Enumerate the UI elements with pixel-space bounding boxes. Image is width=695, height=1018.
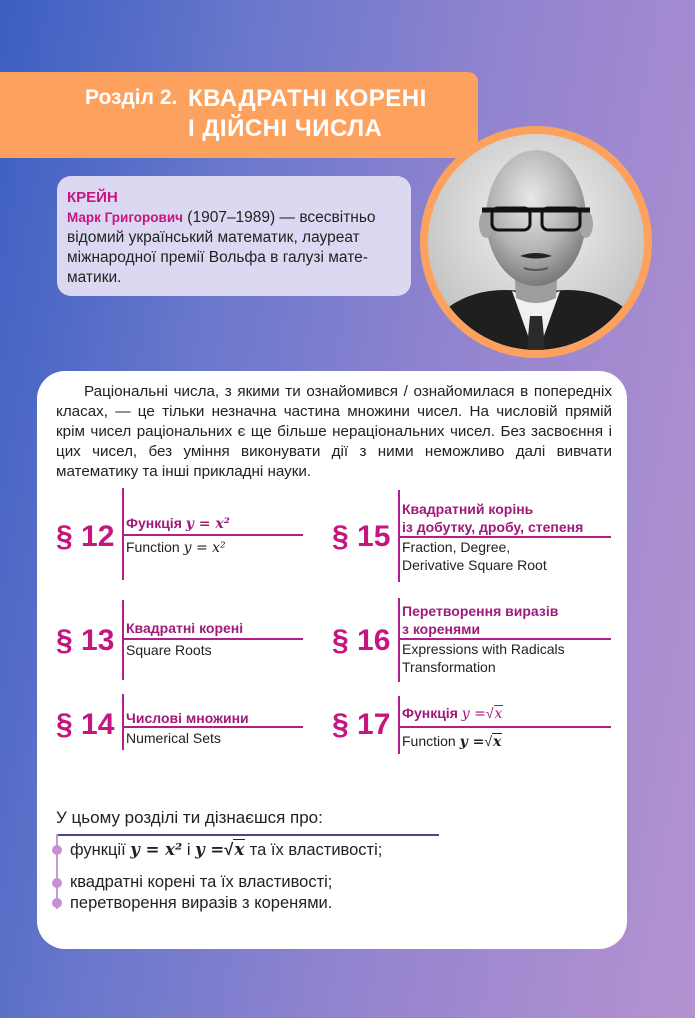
portrait-image <box>420 126 652 358</box>
section-title-en <box>402 732 502 751</box>
section-title-en-line2: Derivative Square Root <box>402 557 547 573</box>
section-number: § 16 <box>332 624 391 657</box>
bio-line1 <box>67 208 403 228</box>
section-title-ua: Числові множини <box>126 710 249 726</box>
section-divider-horizontal <box>123 726 303 728</box>
bio-line4: матики. <box>67 269 122 286</box>
learn-item-2: квадратні корені та їх властивості; <box>70 873 333 891</box>
section-title-ua-line2: з коренями <box>402 621 481 637</box>
section-title-en: Numerical Sets <box>126 730 221 746</box>
bio-years: (1907–1989) <box>187 209 276 226</box>
learn-underline <box>56 834 439 836</box>
chapter-title-line2: І ДІЙСНІ ЧИСЛА <box>188 115 383 142</box>
section-title-en-formula-radicand: x <box>493 734 502 750</box>
bio-line1-rest: — всесвітньо <box>279 209 376 226</box>
learn-item-formula-lhs: y = <box>195 840 225 859</box>
section-divider-horizontal <box>123 534 303 536</box>
section-title-ua: Квадратні корені <box>126 620 244 636</box>
section-title-en-text: Function <box>402 733 456 749</box>
section-divider-vertical <box>122 694 124 750</box>
learn-item-formula: y = x² <box>130 840 183 859</box>
bio-line3: міжнародної премії Вольфа в галузі мате- <box>67 249 368 266</box>
section-number: § 14 <box>56 708 115 741</box>
sqrt-sign: √ <box>484 733 493 749</box>
section-12 <box>56 488 306 580</box>
bio-surname: КРЕЙН <box>67 189 118 206</box>
section-divider-vertical <box>398 696 400 754</box>
section-title-ua-line2: із добутку, дробу, степеня <box>402 519 584 535</box>
section-title-ua <box>402 704 503 723</box>
learn-title: У цьому розділі ти дізнаєшся про: <box>56 808 323 827</box>
section-number: § 12 <box>56 520 115 553</box>
section-divider-horizontal <box>123 638 303 640</box>
section-title-en-formula: y = x² <box>183 540 226 556</box>
bio-line2: відомий український математик, лауреат <box>67 229 360 246</box>
section-title-en-line1: Expressions with Radicals <box>402 641 565 657</box>
section-title-ua <box>402 602 558 638</box>
chapter-label: Розділ 2. <box>85 86 178 109</box>
section-title-en: Square Roots <box>126 642 212 658</box>
bio-box <box>57 176 411 296</box>
section-title-en-line1: Fraction, Degree, <box>402 539 511 555</box>
section-title-en-text: Function <box>126 539 180 555</box>
section-title-en <box>402 640 565 676</box>
section-divider-vertical <box>122 600 124 680</box>
bullet-dot <box>52 898 62 908</box>
bio-description <box>67 208 403 288</box>
learn-item-text: і <box>186 841 191 859</box>
section-17 <box>332 696 617 754</box>
sqrt-sign: √ <box>485 705 494 721</box>
chapter-banner <box>0 72 478 158</box>
bio-given-name: Марк Григорович <box>67 210 183 225</box>
section-title-en <box>402 538 547 574</box>
section-number: § 15 <box>332 520 391 553</box>
chapter-title-line1: КВАДРАТНІ КОРЕНІ <box>188 85 427 112</box>
section-title-en <box>126 538 226 557</box>
section-title-text: Функція <box>126 515 182 531</box>
section-title-formula-lhs: y = <box>461 706 486 722</box>
section-title-en-line2: Transformation <box>402 659 496 675</box>
section-divider-horizontal <box>399 726 611 728</box>
bullet-dot <box>52 878 62 888</box>
learn-item-3: перетворення виразів з коренями. <box>70 894 333 912</box>
section-number: § 17 <box>332 708 391 741</box>
section-14 <box>56 694 306 750</box>
section-15 <box>332 490 617 582</box>
section-title-formula: y = x² <box>185 516 230 532</box>
section-number: § 13 <box>56 624 115 657</box>
section-title-text: Функція <box>402 705 458 721</box>
section-title-ua <box>126 514 230 533</box>
section-divider-vertical <box>398 598 400 682</box>
bullet-dot <box>52 845 62 855</box>
learn-item-text: функції <box>70 841 126 859</box>
chapter-title <box>188 84 427 144</box>
learn-item-text: та їх властивості; <box>249 841 383 859</box>
intro-paragraph: Раціональні числа, з якими ти ознайомився / ознайомилася в попередніх класах, — це тільки незначна частина множини чисел. На числовій прямій крім чисел раціональних є ще більше нераціональних чисел. Без засвоєння і цих чисел, без уміння виконувати дії з ними неможливо далі вивчати математику та інші прикладні науки. <box>56 383 612 480</box>
section-title-ua <box>402 500 583 536</box>
section-title-en-formula-lhs: y = <box>459 734 485 750</box>
section-13 <box>56 600 306 680</box>
section-16 <box>332 598 617 682</box>
learn-item-formula-radicand: x <box>234 840 245 859</box>
section-title-ua-line1: Перетворення виразів <box>402 603 559 619</box>
learn-item-1 <box>70 839 382 861</box>
section-title-ua-line1: Квадратний корінь <box>402 501 534 517</box>
section-title-formula-radicand: x <box>494 706 503 722</box>
sqrt-sign: √ <box>224 841 234 859</box>
